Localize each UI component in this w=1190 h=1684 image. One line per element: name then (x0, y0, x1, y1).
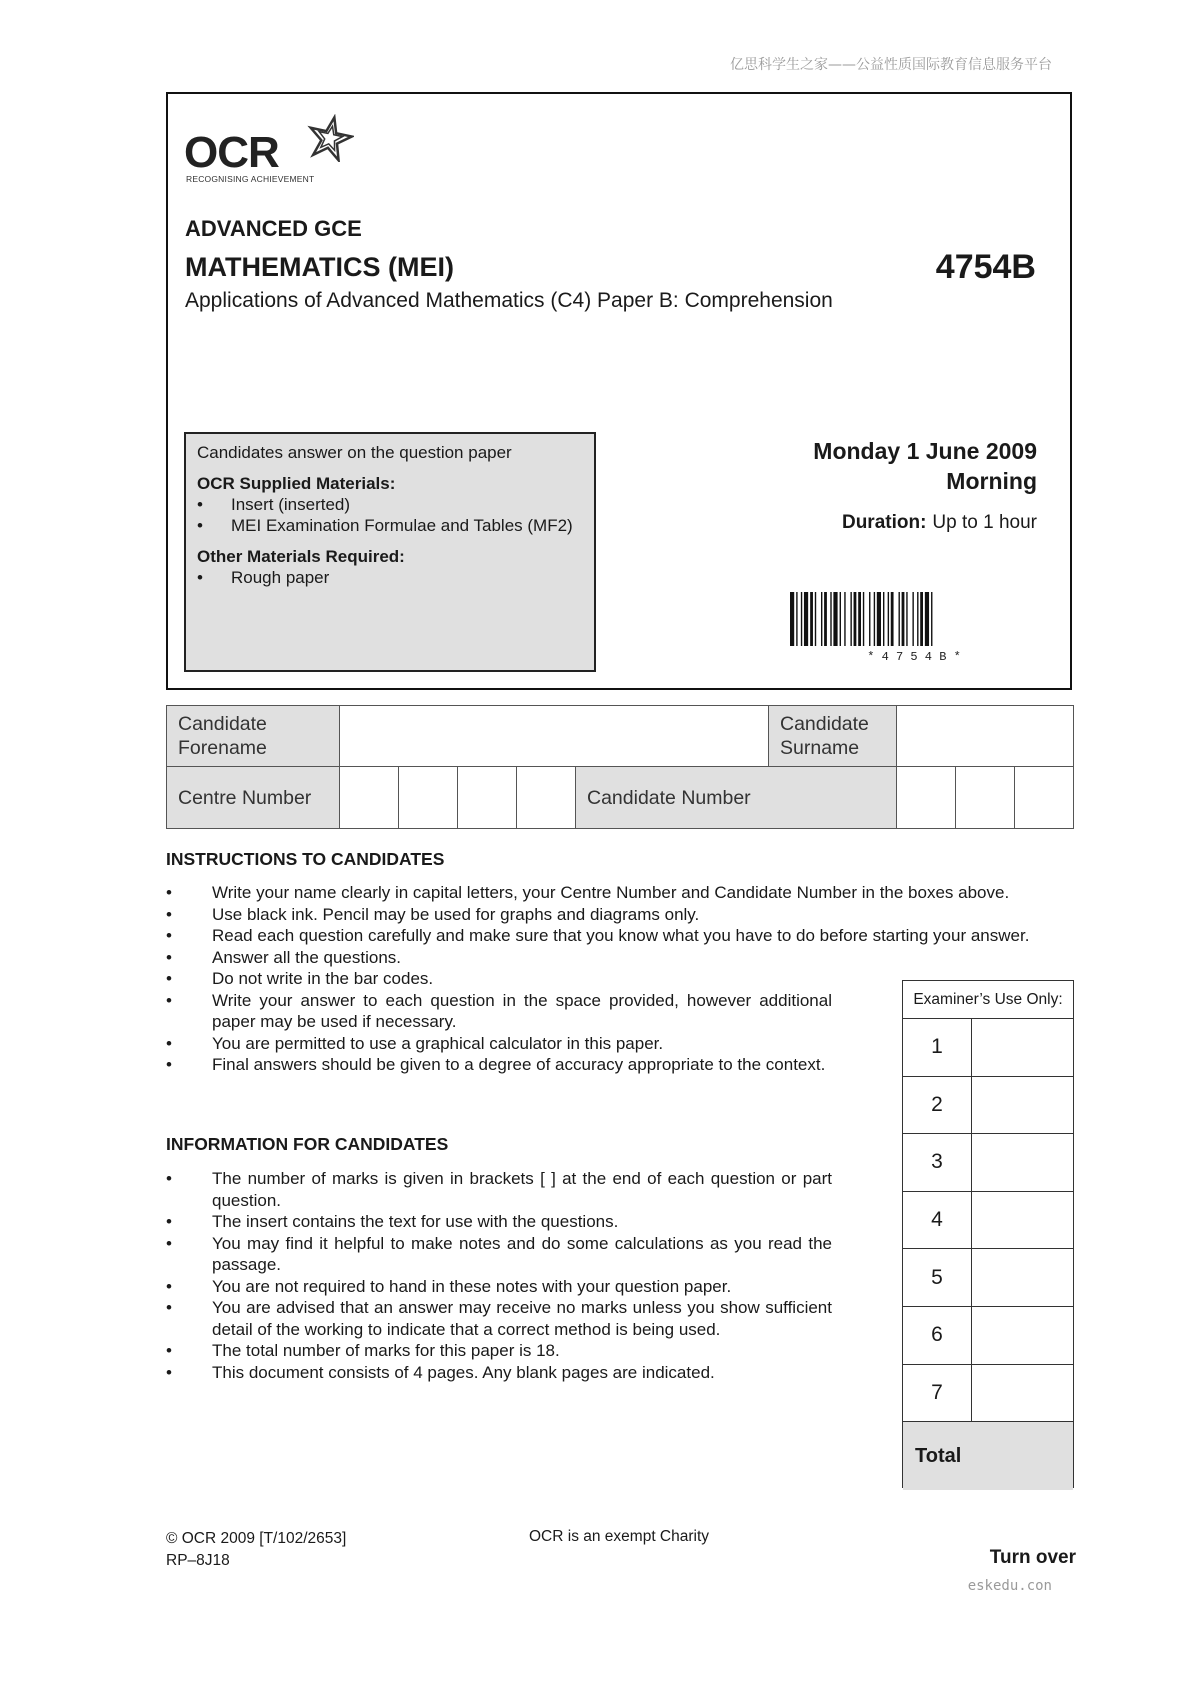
logo-tagline: RECOGNISING ACHIEVEMENT (186, 174, 315, 184)
centre-number-box[interactable] (399, 767, 458, 829)
other-materials-title: Other Materials Required: (197, 547, 405, 566)
supplied-item: • Insert (inserted) (197, 494, 583, 515)
examiner-row: 6 (903, 1307, 1073, 1365)
examiner-row: 1 (903, 1019, 1073, 1077)
information-item: • You may find it helpful to make notes and do some calculations as you read the passage. (166, 1233, 832, 1276)
instruction-item: • Use black ink. Pencil may be used for graphs and diagrams only. (166, 904, 1081, 926)
examiner-title: Examiner’s Use Only: (903, 981, 1073, 1019)
information-item: • You are advised that an answer may receive no marks unless you show sufficient detail of the working to indicate that a correct method is being used. (166, 1297, 832, 1340)
exam-date: Monday 1 June 2009 (813, 438, 1037, 464)
instruction-item: • Write your answer to each question in the space provided, however additional paper may be used if necessary. (166, 990, 832, 1033)
instruction-item: • Answer all the questions. (166, 947, 1081, 969)
instruction-item: • Final answers should be given to a degree of accuracy appropriate to the context. (166, 1054, 832, 1076)
exam-session: Morning (946, 468, 1037, 494)
other-item: • Rough paper (197, 567, 583, 588)
charity-note: OCR is an exempt Charity (529, 1528, 710, 1545)
instructions-title: INSTRUCTIONS TO CANDIDATES (166, 849, 445, 869)
paper-code: 4754B (935, 248, 1036, 286)
candidate-details (166, 705, 1074, 829)
watermark-top: 亿思科学生之家——公益性质国际教育信息服务平台 (730, 57, 1052, 73)
mark-box[interactable] (972, 1077, 1073, 1134)
surname-field[interactable] (897, 706, 1074, 767)
centre-number-box[interactable] (517, 767, 576, 829)
examiner-row: 5 (903, 1249, 1073, 1307)
instruction-item: • You are permitted to use a graphical calculator in this paper. (166, 1033, 1081, 1055)
candidate-number-box[interactable] (1015, 767, 1074, 829)
subject-title: MATHEMATICS (MEI) (185, 252, 454, 282)
turn-over: Turn over (989, 1547, 1076, 1568)
information-item: • The number of marks is given in brackets [ ] at the end of each question or part question. (166, 1168, 832, 1211)
instruction-item: • Write your name clearly in capital letters, your Centre Number and Candidate Number in the boxes above. (166, 882, 1081, 904)
copyright: © OCR 2009 [T/102/2653] (166, 1530, 347, 1547)
examiner-use-box (902, 980, 1074, 1488)
mark-box[interactable] (972, 1365, 1073, 1422)
supplied-materials-title: OCR Supplied Materials: (197, 474, 396, 493)
information-item: • You are not required to hand in these notes with your question paper. (166, 1276, 832, 1298)
mark-box[interactable] (972, 1192, 1073, 1249)
barcode-bars (790, 592, 932, 646)
supplied-item: • MEI Examination Formulae and Tables (MF2) (197, 515, 583, 536)
information-item: • The total number of marks for this paper is 18. (166, 1340, 832, 1362)
answer-line: Candidates answer on the question paper (197, 443, 512, 462)
document-ref: RP–8J18 (166, 1552, 230, 1569)
star-icon (306, 114, 354, 162)
duration-value: Up to 1 hour (932, 512, 1037, 533)
duration-label: Duration: (841, 512, 927, 533)
surname-label: Candidate Surname (769, 706, 897, 767)
mark-box[interactable] (972, 1019, 1073, 1076)
examiner-row: 4 (903, 1192, 1073, 1250)
barcode (788, 592, 1040, 662)
footer-left (166, 1528, 346, 1572)
examiner-row: 3 (903, 1134, 1073, 1192)
information-item: • This document consists of 4 pages. Any blank pages are indicated. (166, 1362, 832, 1384)
information-title: INFORMATION FOR CANDIDATES (166, 1134, 449, 1154)
schedule (813, 436, 1037, 534)
forename-label: Candidate Forename (167, 706, 340, 767)
examiner-row: 2 (903, 1077, 1073, 1135)
information-list (166, 1168, 832, 1383)
watermark-bottom: eskedu.con (967, 1578, 1052, 1594)
centre-number-label: Centre Number (167, 767, 340, 829)
total-label: Total (903, 1422, 1073, 1490)
mark-box[interactable] (972, 1249, 1073, 1306)
centre-number-box[interactable] (458, 767, 517, 829)
materials-box (184, 432, 596, 672)
mark-box[interactable] (972, 1307, 1073, 1364)
candidate-number-box[interactable] (956, 767, 1015, 829)
qualification-level: ADVANCED GCE (185, 216, 362, 241)
candidate-number-label: Candidate Number (576, 767, 897, 829)
exam-duration (813, 512, 1037, 534)
barcode-text: * 4 7 5 4 B * (867, 650, 961, 662)
centre-number-box[interactable] (340, 767, 399, 829)
logo-text: OCR (184, 128, 279, 177)
information-item: • The insert contains the text for use with the questions. (166, 1211, 832, 1233)
mark-box[interactable] (972, 1134, 1073, 1191)
unit-title: Applications of Advanced Mathematics (C4) Paper B: Comprehension (185, 289, 833, 312)
instruction-item: • Read each question carefully and make sure that you know what you have to do before starting your answer. (166, 925, 1081, 947)
forename-field[interactable] (340, 706, 769, 767)
instruction-item: • Do not write in the bar codes. (166, 968, 1081, 990)
ocr-logo (182, 112, 357, 187)
candidate-number-box[interactable] (897, 767, 956, 829)
examiner-row: 7 (903, 1365, 1073, 1423)
